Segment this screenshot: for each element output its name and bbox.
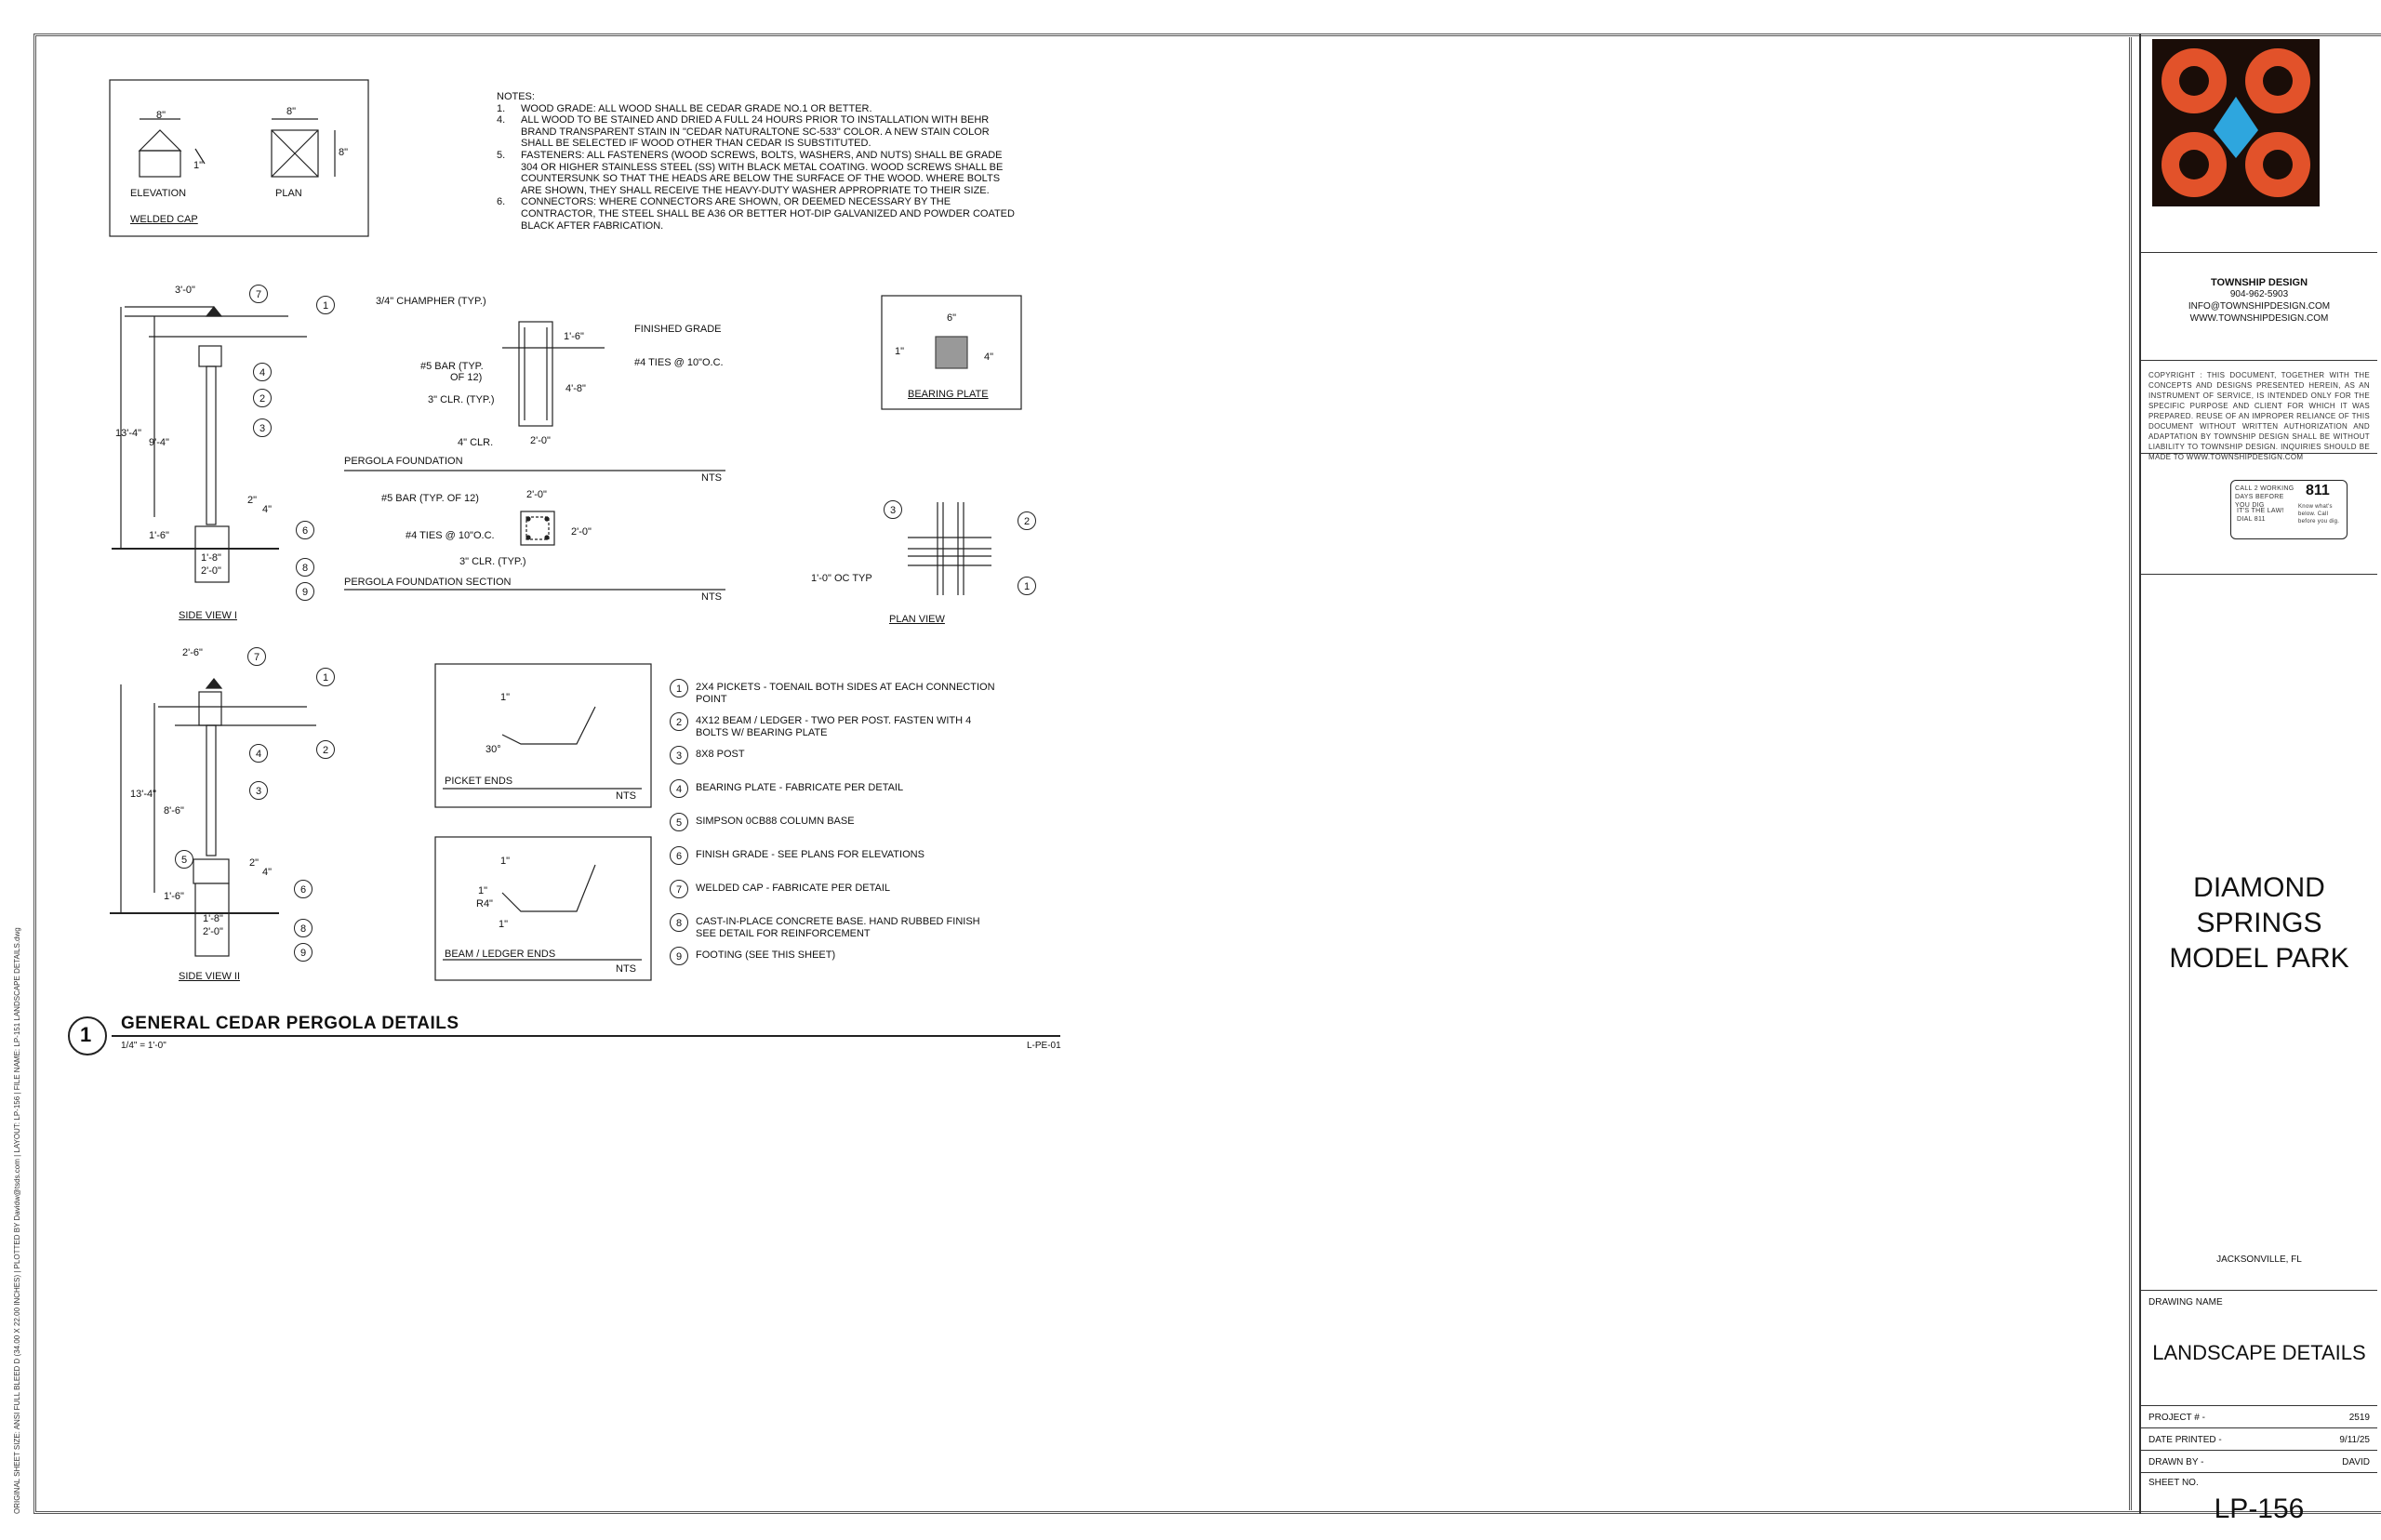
company-phone: 904-962-5903 — [2229, 289, 2289, 299]
annotation: OF 12) — [450, 372, 483, 383]
plot-info-strip: ORIGINAL SHEET SIZE: ANSI FULL BLEED D (34.00 X 22.00 INCHES) | PLOTTED BY Davidw@tsds.com | LAYOUT: LP-156 | FILE NAME: LP-151 LANDSCAPE DETAILS.dwg — [13, 927, 21, 1514]
scale-label: NTS — [701, 591, 722, 603]
dim-label: 9'-4" — [149, 437, 169, 448]
cap-elevation-body — [140, 151, 180, 177]
dim-label: 1" — [895, 346, 905, 357]
cap-elevation-shape — [140, 130, 180, 151]
dim-label: 1'-8" — [201, 552, 221, 564]
call-811-badge — [2230, 480, 2348, 539]
drawing-name: LANDSCAPE DETAILS — [2152, 1341, 2366, 1364]
callout-4: 4 — [253, 363, 272, 381]
callout-1: 1 — [1018, 577, 1036, 595]
callout-2: 2 — [316, 740, 335, 759]
dim-label: R4" — [476, 898, 493, 909]
callout-5: 5 — [175, 850, 193, 869]
callout-4: 4 — [249, 744, 268, 763]
note-item: 1. WOOD GRADE: ALL WOOD SHALL BE CEDAR GRADE NO.1 OR BETTER. — [497, 102, 872, 114]
scale-label: NTS — [616, 963, 636, 975]
detail-title: PERGOLA FOUNDATION — [344, 456, 463, 467]
project-location: JACKSONVILLE, FL — [2216, 1255, 2302, 1265]
dim-label: 1" — [478, 885, 488, 896]
callout-8: 8 — [296, 558, 314, 577]
dim-label: 2'-0" — [526, 489, 547, 500]
scale-label: NTS — [616, 790, 636, 802]
beam-profile — [502, 865, 595, 911]
note-item: 6. CONNECTORS: WHERE CONNECTORS ARE SHOWN, OR DEEMED NECESSARY BY THE CONTRACTOR, THE STEEL SHALL BE A36 OR BETTER HOT-DIP GALVANIZED AND POWDER COATED BLACK AFTER FABRICATION. — [497, 196, 1015, 232]
dim-label: 2'-0" — [530, 435, 551, 446]
dim-label: 2" — [249, 857, 259, 869]
callout-3: 3 — [249, 781, 268, 800]
detail-title: WELDED CAP — [130, 214, 198, 225]
dim-label: 4" — [984, 352, 994, 363]
dim-label: 1" — [500, 856, 511, 867]
annotation: 3" CLR. (TYP.) — [428, 394, 495, 405]
call-811-number: 811 — [2306, 483, 2330, 498]
bearing-plate-shape — [936, 337, 967, 368]
sheet-number-cell: SHEET NO. LP-156 — [2141, 1473, 2377, 1514]
callout-8: 8 — [294, 919, 313, 937]
company-email: INFO@TOWNSHIPDESIGN.COM — [2188, 301, 2331, 312]
project-title — [2141, 870, 2377, 976]
detail-scale: 1/4" = 1'-0" — [121, 1041, 166, 1051]
project-cell — [2141, 575, 2377, 1291]
dim-label: 1" — [500, 692, 511, 703]
legend-item: 5 SIMPSON 0CB88 COLUMN BASE — [670, 813, 1003, 831]
callout-3: 3 — [884, 500, 902, 519]
project-title-line: MODEL PARK — [2169, 943, 2349, 974]
detail-title: SIDE VIEW II — [179, 971, 241, 982]
copyright-text: COPYRIGHT : THIS DOCUMENT, TOGETHER WITH THE CONCEPTS AND DESIGNS PRESENTED HEREIN, AS AN INSTRUMENT OF SERVICE, IS INTENDED ONLY FOR THE SPECIFIC PURPOSE AND CLIENT FOR WHICH IT WAS PREPARED. REUSE OF AN IMPROPER RELIANCE OF THIS DOCUMENT WITHOUT WRITTEN AUTHORIZATION AND ADAPTATION BY TOWNSHIP DESIGN SHALL BE WITHOUT LIABILITY TO TOWNSHIP DESIGN. INQUIRIES SHOULD BE MADE TO WWW.TOWNSHIPDESIGN.COM — [2148, 371, 2370, 461]
callout-7: 7 — [247, 647, 266, 666]
notes-heading: NOTES: — [497, 91, 535, 102]
picket-profile — [502, 707, 595, 744]
dim-label: 1'-6" — [164, 891, 184, 902]
view-label: ELEVATION — [130, 188, 187, 199]
legend-item: 2 4X12 BEAM / LEDGER - TWO PER POST. FASTEN WITH 4 BOLTS W/ BEARING PLATE — [670, 712, 1003, 739]
company-info — [2141, 253, 2377, 361]
project-title-line: SPRINGS — [2196, 908, 2322, 938]
detail-title: PLAN VIEW — [889, 614, 945, 625]
legend-item: 6 FINISH GRADE - SEE PLANS FOR ELEVATIONS — [670, 846, 1003, 865]
call-811-cell — [2141, 454, 2377, 575]
dim-label: 3'-0" — [175, 285, 195, 296]
callout-6: 6 — [294, 880, 313, 898]
call-811-law: IT'S THE LAW! DIAL 811 — [2237, 508, 2284, 523]
side-view-1-drawing — [112, 307, 307, 582]
date-printed: 9/11/25 — [2339, 1435, 2370, 1445]
legend-item: 9 FOOTING (SEE THIS SHEET) — [670, 947, 1003, 965]
legend-item: 8 CAST-IN-PLACE CONCRETE BASE. HAND RUBBED FINISH SEE DETAIL FOR REINFORCEMENT — [670, 913, 1003, 940]
detail-title: PICKET ENDS — [445, 776, 513, 787]
copyright-cell — [2141, 361, 2377, 461]
legend-item: 7 WELDED CAP - FABRICATE PER DETAIL — [670, 880, 1003, 898]
callout-6: 6 — [296, 521, 314, 539]
date-printed-row: DATE PRINTED - 9/11/25 — [2141, 1428, 2377, 1451]
logo-cell — [2141, 33, 2377, 253]
callout-2: 2 — [1018, 511, 1036, 530]
annotation: #5 BAR (TYP. — [420, 361, 484, 372]
scale-label: NTS — [701, 472, 722, 484]
call-811-text: CALL 2 WORKING DAYS BEFORE YOU DIG — [2235, 485, 2295, 509]
callout-9: 9 — [294, 943, 313, 962]
callout-1: 1 — [316, 296, 335, 314]
project-number: 2519 — [2348, 1413, 2370, 1423]
dim-label: 2" — [247, 495, 258, 506]
note-item: 4. ALL WOOD TO BE STAINED AND DRIED A FULL 24 HOURS PRIOR TO INSTALLATION WITH BEHR BRAND TRANSPARENT STAIN IN "CEDAR NATURALTONE SC-533" COLOR. A NEW STAIN COLOR SHALL BE SELECTED IF WOOD OTHER THAN CEDAR IS SUBSTITUTED. — [497, 114, 990, 150]
dim-label: 2'-6" — [182, 647, 203, 658]
dim-label: 2'-0" — [203, 926, 223, 937]
dim-label: 1'-6" — [564, 331, 584, 342]
company-logo — [2152, 39, 2320, 206]
dim-label: 1'-8" — [203, 913, 223, 924]
drawing-name-label: DRAWING NAME — [2148, 1297, 2223, 1308]
dim-label: 4'-8" — [565, 383, 586, 394]
drawn-by: DAVID — [2342, 1457, 2370, 1467]
annotation: #5 BAR (TYP. OF 12) — [381, 493, 479, 504]
callout-3: 3 — [253, 418, 272, 437]
callout-9: 9 — [296, 582, 314, 601]
project-number-row: PROJECT # - 2519 — [2141, 1406, 2377, 1428]
legend-item: 3 8X8 POST — [670, 746, 1003, 764]
callout-7: 7 — [249, 285, 268, 303]
detail-title: BEAM / LEDGER ENDS — [445, 949, 556, 960]
callout-2: 2 — [253, 389, 272, 407]
annotation: 3/4" CHAMPHER (TYP.) — [376, 296, 486, 307]
dim-label: 8'-6" — [164, 805, 184, 816]
annotation: #4 TIES @ 10"O.C. — [634, 357, 724, 368]
title-block — [2139, 33, 2375, 1524]
dim-label: 1" — [193, 160, 204, 171]
dim-label: 2'-0" — [571, 526, 592, 538]
call-811-tagline: Know what's below. Call before you dig. — [2298, 504, 2340, 524]
annotation: #4 TIES @ 10"O.C. — [406, 530, 495, 541]
detail-title: BEARING PLATE — [908, 389, 989, 400]
dim-label: 13'-4" — [130, 789, 157, 800]
sheet-number: LP-156 — [2214, 1494, 2305, 1524]
dim-label: 8" — [339, 147, 349, 158]
company-website: WWW.TOWNSHIPDESIGN.COM — [2189, 313, 2329, 324]
dim-label: 8" — [156, 110, 166, 121]
company-name: TOWNSHIP DESIGN — [2210, 277, 2308, 288]
legend-item: 4 BEARING PLATE - FABRICATE PER DETAIL — [670, 779, 1003, 798]
dim-label: 8" — [286, 106, 297, 117]
legend-item: 1 2X4 PICKETS - TOENAIL BOTH SIDES AT EACH CONNECTION POINT — [670, 679, 1003, 706]
callout-1: 1 — [316, 668, 335, 686]
dim-label: 13'-4" — [115, 428, 142, 439]
annotation: 3" CLR. (TYP.) — [459, 556, 526, 567]
drawn-by-row: DRAWN BY - DAVID — [2141, 1451, 2377, 1473]
welded-cap-frame — [110, 80, 368, 236]
dim-label: 1" — [499, 919, 509, 930]
detail-title: PERGOLA FOUNDATION SECTION — [344, 577, 512, 588]
dim-label: 30° — [486, 744, 501, 755]
dim-label: 1'-6" — [149, 530, 169, 541]
drawing-name-cell — [2141, 1291, 2377, 1406]
detail-main-title: GENERAL CEDAR PERGOLA DETAILS — [121, 1014, 459, 1033]
dim-label: 4" — [262, 867, 273, 878]
note-item: 5. FASTENERS: ALL FASTENERS (WOOD SCREWS, BOLTS, WASHERS, AND NUTS) SHALL BE GRADE 304 OR HIGHER STAINLESS STEEL (SS) WITH BLACK METAL COATING. WOOD SCREWS SHALL BE COUNTERSUNK SO THAT THE HEADS ARE BELOW THE SURFACE OF THE WOOD. WHERE BOLTS ARE SHOWN, THEY SHALL RECEIVE THE HEAVY-DUTY WASHER APPROPRIATE TO THEIR SIZE. — [497, 149, 1004, 196]
detail-title: SIDE VIEW I — [179, 610, 237, 621]
plan-view-drawing — [908, 502, 991, 595]
project-title-line: DIAMOND — [2193, 872, 2325, 903]
detail-number: 1 — [80, 1023, 92, 1046]
annotation: FINISHED GRADE — [634, 324, 722, 335]
dim-label: 4" — [262, 504, 273, 515]
annotation: 4" CLR. — [458, 437, 494, 448]
dim-label: 2'-0" — [201, 565, 221, 577]
dim-label: 1'-0" OC TYP — [811, 573, 872, 584]
dim-label: 6" — [947, 312, 957, 324]
view-label: PLAN — [275, 188, 302, 199]
detail-reference: L-PE-01 — [1027, 1041, 1061, 1051]
